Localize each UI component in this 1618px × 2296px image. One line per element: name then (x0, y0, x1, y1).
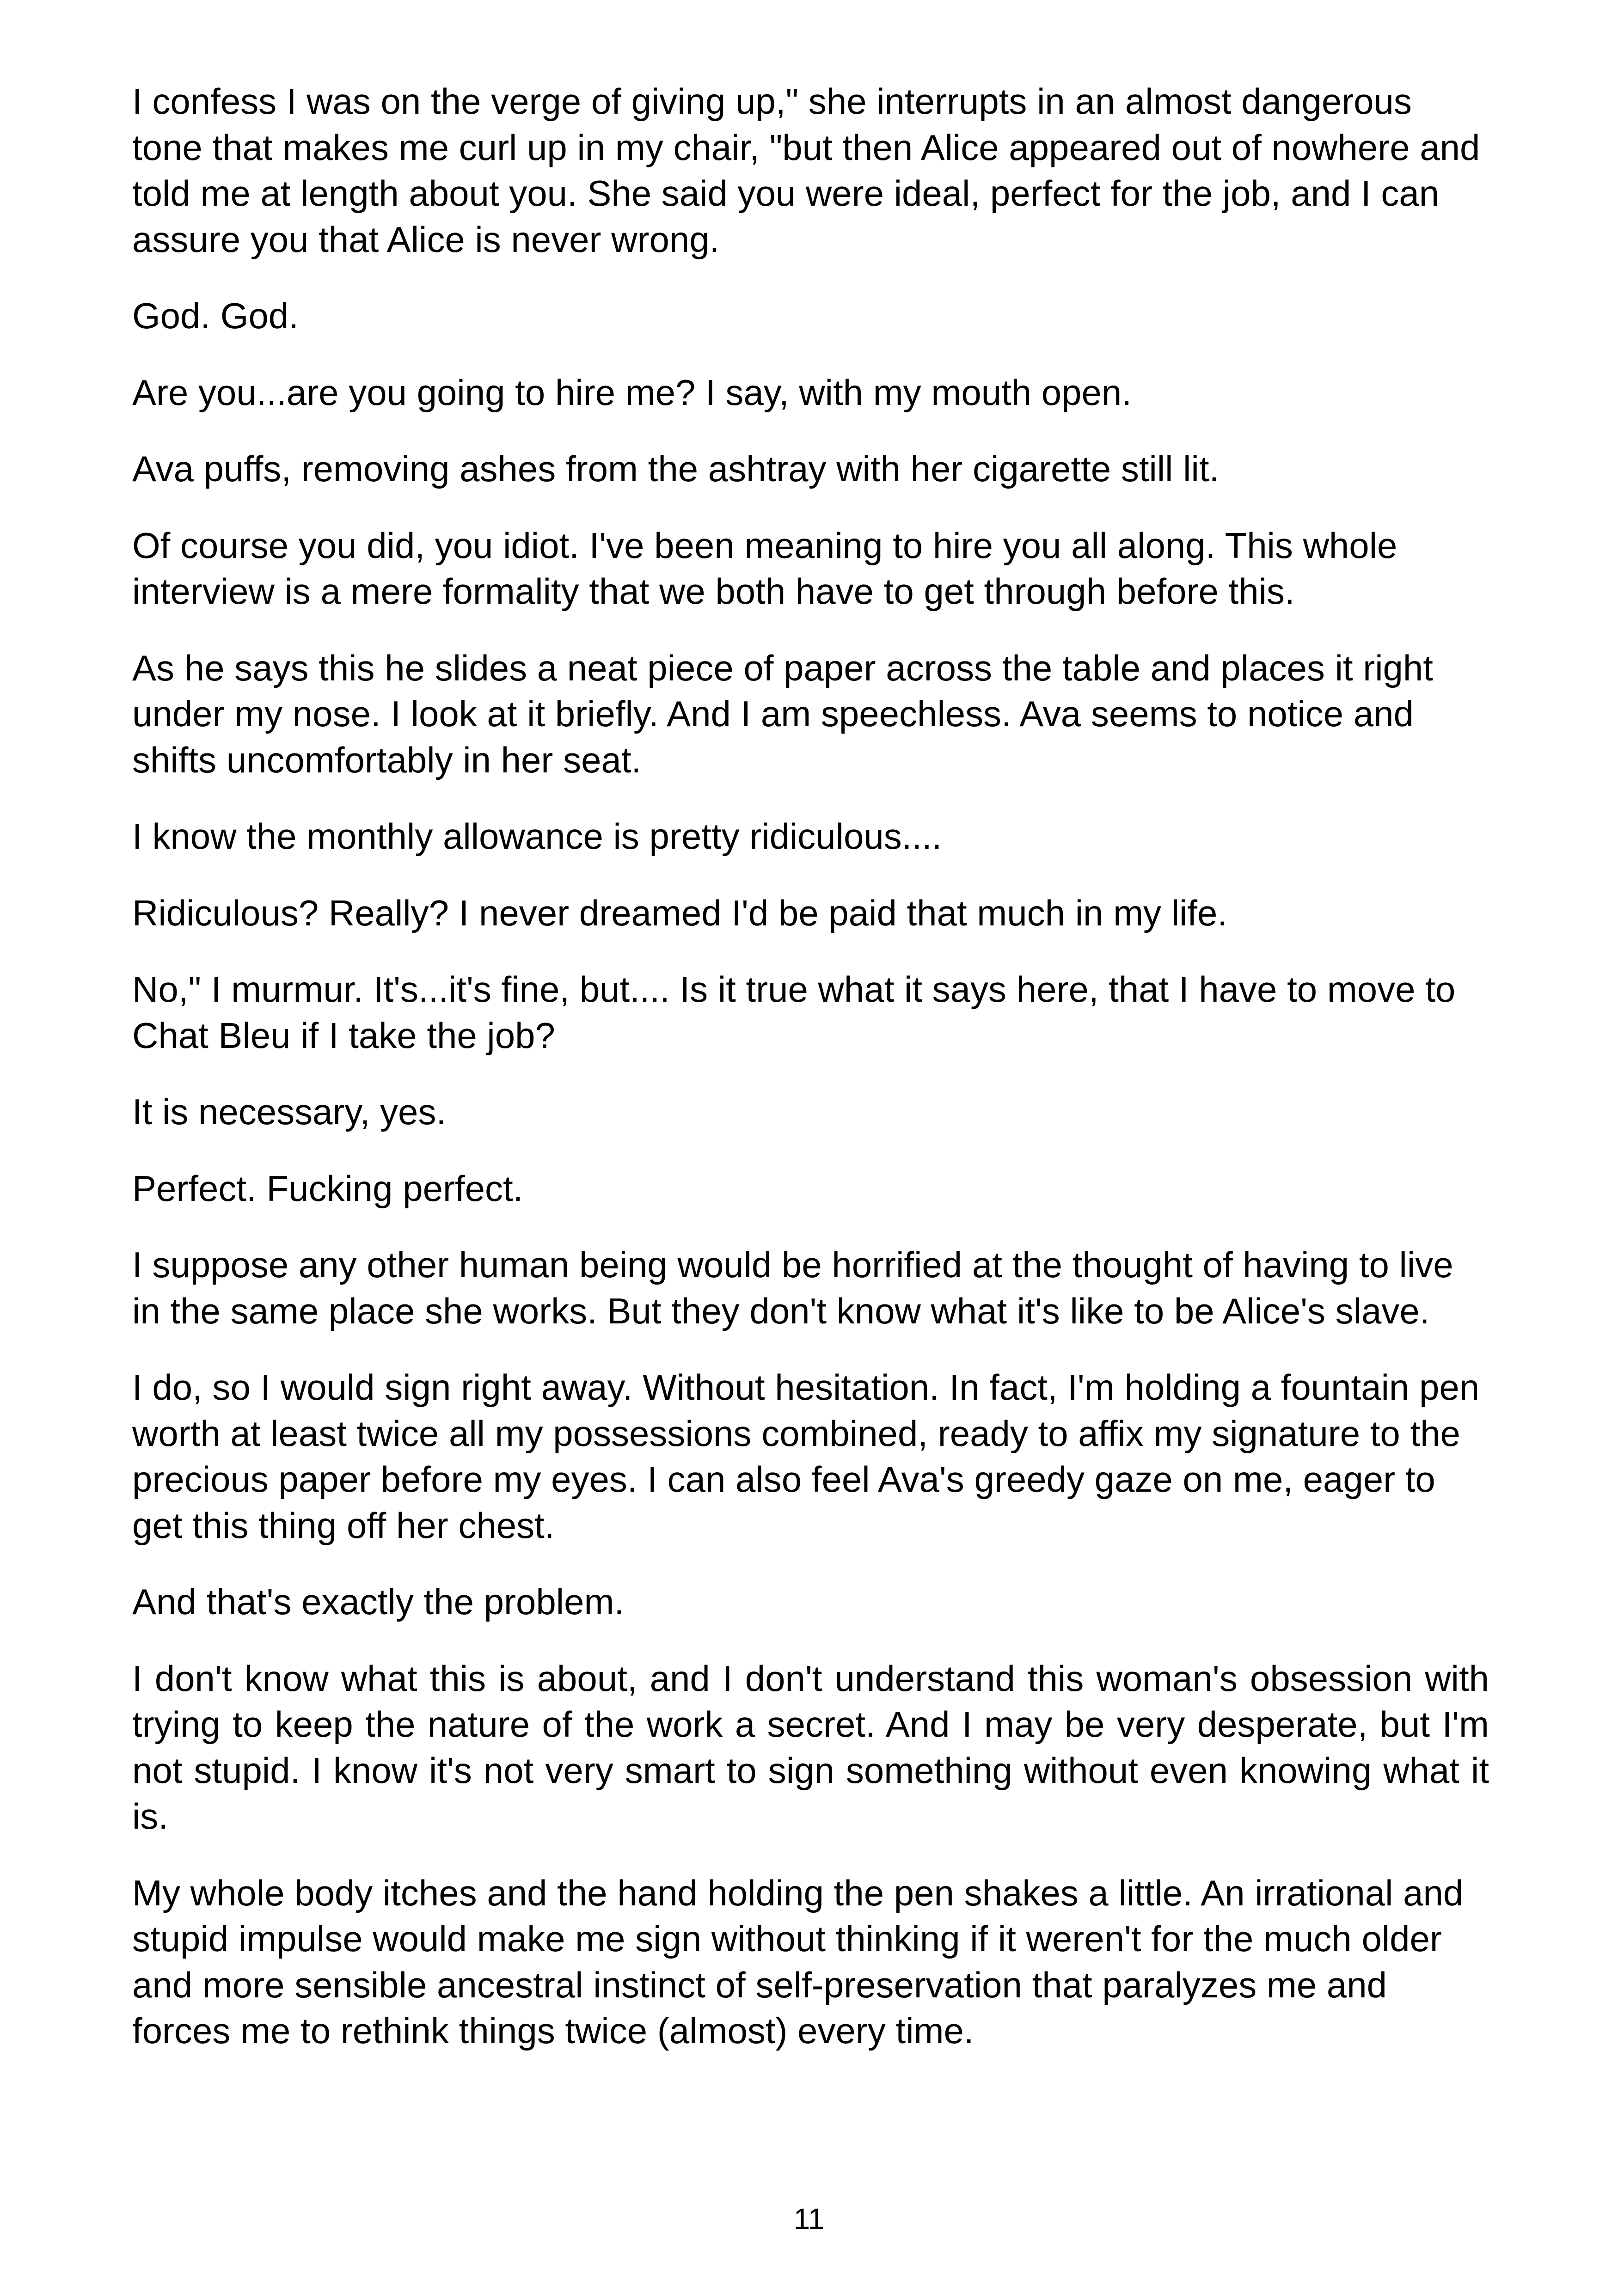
paragraph-10: It is necessary, yes. (132, 1091, 447, 1132)
paragraph-4: Ava puffs, removing ashes from the ashtray with her cigarette still lit. (132, 448, 1220, 489)
paragraph-8: Ridiculous? Really? I never dreamed I'd be paid that much in my life. (132, 892, 1228, 933)
paragraph-11: Perfect. Fucking perfect. (132, 1168, 523, 1209)
body-text (132, 79, 1489, 2085)
paragraph-3: Are you...are you going to hire me? I say, with my mouth open. (132, 372, 1132, 413)
paragraph-2: God. God. (132, 295, 299, 336)
paragraph-13: I do, so I would sign right away. Without hesitation. In fact, I'm holding a fountain pen worth at least twice all my possessions combined, ready to affix my signature to the precious paper before my eyes. I can also feel Ava's greedy gaze on me, eager to get this thing off her chest. (132, 1367, 1480, 1546)
paragraph-9: No," I murmur. It's...it's fine, but.... Is it true what it says here, that I have to move to Chat Bleu if I take the job? (132, 969, 1456, 1056)
paragraph-6: As he says this he slides a neat piece of paper across the table and places it right under my nose. I look at it briefly. And I am speechless. Ava seems to notice and shifts uncomfortably in her seat. (132, 647, 1433, 780)
paragraph-14: And that's exactly the problem. (132, 1581, 625, 1622)
paragraph-16: My whole body itches and the hand holding the pen shakes a little. An irrational and stupid impulse would make me sign without thinking if it weren't for the much older and more sensible ancestral instinct of self-preservation that paralyzes me and forces me to rethink things twice (almost) every time. (132, 1872, 1464, 2051)
paragraph-5: Of course you did, you idiot. I've been meaning to hire you all along. This whole interview is a mere formality that we both have to get through before this. (132, 525, 1397, 612)
paragraph-7: I know the monthly allowance is pretty ridiculous.... (132, 816, 942, 857)
paragraph-1: I confess I was on the verge of giving up," she interrupts in an almost dangerous tone that makes me curl up in my chair, "but then Alice appeared out of nowhere and told me at length about you. She said you were ideal, perfect for the job, and I can assure you that Alice is never wrong. (132, 81, 1480, 260)
page-number: 11 (793, 2202, 825, 2235)
paragraph-12: I suppose any other human being would be horrified at the thought of having to live in the same place she works. But they don't know what it's like to be Alice's slave. (132, 1244, 1453, 1331)
paragraph-15: I don't know what this is about, and I don't understand this woman's obsession with trying to keep the nature of the work a secret. And I may be very desperate, but I'm not stupid. I know it's not very smart to sign something without even knowing what it is. (132, 1658, 1489, 1837)
